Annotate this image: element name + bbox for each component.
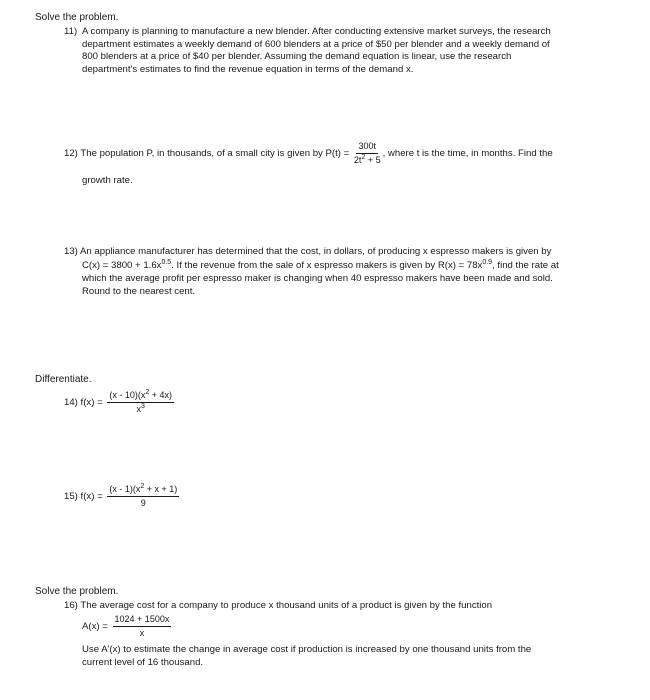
problem-number: 16) xyxy=(64,600,78,611)
section-heading-solve: Solve the problem. xyxy=(35,12,119,23)
fraction xyxy=(354,141,381,166)
fraction xyxy=(113,614,172,639)
problem-12-line2: growth rate. xyxy=(82,175,133,186)
problem-16-line4: current level of 16 thousand. xyxy=(82,657,204,668)
exponent: 3 xyxy=(140,403,145,410)
fraction-denominator: x xyxy=(139,628,145,638)
problem-11-text xyxy=(82,26,622,76)
exponent: 2 xyxy=(145,389,150,396)
problem-text: The population P, in thousands, of a small city is given by P(t) = xyxy=(80,148,350,160)
problem-text: , where t is the time, in months. Find the xyxy=(382,148,553,160)
section-heading-solve-2: Solve the problem. xyxy=(35,586,119,597)
fraction-denominator xyxy=(136,403,144,415)
den-tail: + 5 xyxy=(365,155,381,165)
function-lhs: A(x) = xyxy=(82,621,108,633)
problem-text-line: department estimates a weekly demand of 600 blenders at a price of $50 per blender and a weekly demand of xyxy=(82,38,550,50)
problem-number: 15) xyxy=(64,491,78,503)
num-part: + x + 1) xyxy=(144,484,178,494)
fraction-numerator: 1024 + 1500x xyxy=(113,614,172,627)
fraction-denominator: 9 xyxy=(140,498,146,508)
function-lhs: f(x) = xyxy=(80,397,103,409)
revenue-text: . If the revenue from the sale of x espresso makers is given by R(x) = 78x xyxy=(171,260,483,271)
problem-15 xyxy=(64,484,181,509)
problem-16-equation xyxy=(82,614,173,639)
fraction-denominator xyxy=(354,154,381,166)
problem-text-line: A company is planning to manufacture a new blender. After conducting extensive market surveys, the research xyxy=(82,26,551,37)
problem-13-line4: Round to the nearest cent. xyxy=(82,286,196,297)
problem-number: 12) xyxy=(64,148,78,160)
problem-13-line2 xyxy=(82,260,559,273)
exponent: 0.5 xyxy=(161,259,172,266)
fraction-numerator xyxy=(107,390,174,403)
exponent: 0.9 xyxy=(482,259,493,266)
problem-14 xyxy=(64,390,176,415)
problem-text: The average cost for a company to produce x thousand units of a product is given by the function xyxy=(80,600,493,611)
num-part: (x - 1)(x xyxy=(109,484,141,494)
num-part: + 4x) xyxy=(149,390,173,400)
function-lhs: f(x) = xyxy=(80,491,103,503)
problem-11 xyxy=(64,26,77,39)
problem-16-line3: Use A'(x) to estimate the change in average cost if production is increased by one thousand units from the xyxy=(82,644,532,655)
section-heading-differentiate: Differentiate. xyxy=(35,374,92,385)
problem-text-line: department's estimates to find the revenue equation in terms of the demand x. xyxy=(82,63,414,75)
problem-number: 13) xyxy=(64,246,78,257)
problem-16 xyxy=(64,600,492,613)
den-base: x xyxy=(136,404,141,414)
fraction-numerator xyxy=(107,484,179,497)
problem-13 xyxy=(64,246,551,259)
cost-function: C(x) = 3800 + 1.6x xyxy=(82,260,162,271)
problem-number: 11) xyxy=(64,26,78,37)
problem-text-line: 800 blenders at a price of $40 per blender. Assuming the demand equation is linear, use the research xyxy=(82,51,512,63)
fraction xyxy=(107,390,174,415)
den-base: 2t xyxy=(353,155,362,165)
problem-text: An appliance manufacturer has determined that the cost, in dollars, of producing x espresso makers is given by xyxy=(80,246,552,257)
fraction xyxy=(107,484,179,509)
num-part: (x - 10)(x xyxy=(109,390,146,400)
problem-12 xyxy=(64,141,553,166)
problem-text: , find the rate at xyxy=(492,260,559,271)
fraction-numerator: 300t xyxy=(356,141,378,154)
problem-13-line3: which the average profit per espresso maker is changing when 40 espresso makers have been made and sold. xyxy=(82,273,553,284)
problem-number: 14) xyxy=(64,397,78,409)
exponent: 2 xyxy=(140,483,145,490)
exponent: 2 xyxy=(361,154,366,161)
